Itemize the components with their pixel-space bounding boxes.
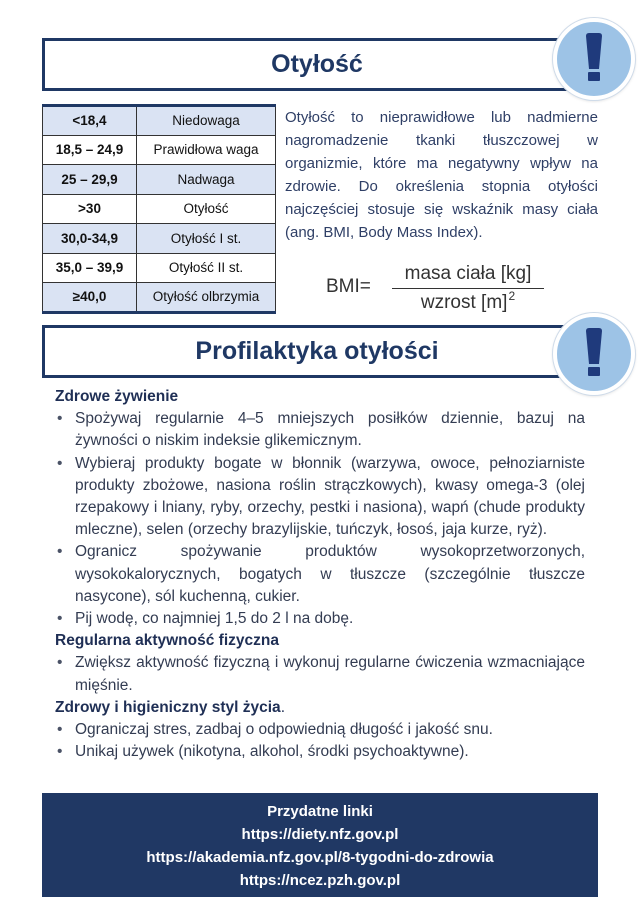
prevention-title-box: [42, 325, 592, 378]
useful-links-heading: Przydatne linki: [267, 803, 373, 820]
bullet-list: [55, 719, 585, 763]
bmi-category-cell: Otyłość I st.: [137, 224, 276, 254]
obesity-definition: Otyłość to nieprawidłowe lub nadmierne nagromadzenie tkanki tłuszczowej w organizmie, które ma negatywny wpływ na zdrowie. Do określenia stopnia otyłości najczęściej stosuje się wskaźnik masy ciała (ang. BMI, Body Mass Index).: [285, 109, 598, 241]
list-item: • Unikaj używek (nikotyna, alkohol, środki psychoaktywne).: [55, 741, 585, 763]
link-ncez-pzh[interactable]: https://ncez.pzh.gov.pl: [239, 872, 401, 889]
bmi-range-cell: >30: [43, 194, 137, 224]
link-akademia-nfz[interactable]: https://akademia.nfz.gov.pl/8-tygodni-do-zdrowia: [146, 849, 494, 866]
group-heading: Regularna aktywność fizyczna: [55, 632, 279, 650]
physical-activity-group: [55, 630, 585, 697]
bmi-formula-exponent: 2: [508, 289, 516, 303]
alert-badge: [553, 313, 635, 395]
group-heading-wrap: [55, 697, 585, 719]
bmi-table-row: [43, 165, 276, 195]
bmi-formula-fraction: [392, 261, 544, 318]
alert-badge: [553, 18, 635, 100]
group-heading: Zdrowy i higieniczny styl życia: [55, 698, 281, 716]
group-heading-suffix: .: [280, 698, 285, 716]
bmi-range-cell: 35,0 – 39,9: [43, 253, 137, 283]
bmi-table-row: [43, 224, 276, 254]
bmi-table-row: [43, 106, 276, 136]
bmi-formula-label: BMI=: [326, 276, 371, 297]
prevention-content: [55, 386, 585, 763]
useful-links-box: [42, 793, 598, 897]
bmi-range-cell: 25 – 29,9: [43, 165, 137, 195]
bmi-formula-denominator: wzrost [m]: [420, 292, 508, 313]
bmi-table-row: [43, 253, 276, 283]
healthy-eating-group: [55, 386, 585, 630]
bmi-category-cell: Prawidłowa waga: [137, 135, 276, 165]
list-item: • Pij wodę, co najmniej 1,5 do 2 l na dobę.: [55, 608, 585, 630]
list-item: • Ograniczaj stres, zadbaj o odpowiednią długość i jakość snu.: [55, 719, 585, 741]
bmi-category-cell: Otyłość II st.: [137, 253, 276, 283]
list-item: • Ogranicz spożywanie produktów wysokoprzetworzonych, wysokokalorycznych, bogatych w tłuszcze (szczególnie tłuszcze nasycone), sól kuchenną, cukier.: [55, 541, 585, 608]
group-heading: Zdrowe żywienie: [55, 388, 179, 405]
bmi-table-row: [43, 194, 276, 224]
bullet-list: [55, 652, 585, 696]
bmi-range-cell: ≥40,0: [43, 283, 137, 313]
bmi-range-cell: 30,0-34,9: [43, 224, 137, 254]
obesity-title-box: [42, 38, 592, 91]
exclamation-icon: [553, 18, 635, 100]
bmi-table-row: [43, 283, 276, 313]
bmi-category-cell: Otyłość olbrzymia: [137, 283, 276, 313]
exclamation-icon: [553, 313, 635, 395]
bmi-formula: [326, 261, 546, 319]
list-item: • Zwiększ aktywność fizyczną i wykonuj regularne ćwiczenia wzmacniające mięśnie.: [55, 652, 585, 696]
bmi-table: [42, 104, 276, 314]
list-item: • Wybieraj produkty bogate w błonnik (warzywa, owoce, pełnoziarniste produkty zbożowe, nasiona roślin strączkowych), kwasy omega-3 (olej rzepakowy i lniany, ryby, orzechy, pestki i nasiona), wapń (chude produkty mleczne), selen (orzechy brazylijskie, tuńczyk, łosoś, jaja kurze, ryż).: [55, 453, 585, 542]
obesity-title: Otyłość: [271, 50, 363, 78]
bmi-formula-numerator: masa ciała [kg]: [392, 261, 544, 289]
healthy-lifestyle-group: [55, 697, 585, 764]
bmi-category-cell: Niedowaga: [137, 106, 276, 136]
link-diety-nfz[interactable]: https://diety.nfz.gov.pl: [241, 826, 399, 843]
bmi-formula-denominator-wrap: [392, 289, 544, 318]
bmi-table-row: [43, 135, 276, 165]
bmi-category-cell: Otyłość: [137, 194, 276, 224]
bullet-list: [55, 408, 585, 630]
list-item: • Spożywaj regularnie 4–5 mniejszych posiłków dziennie, bazuj na żywności o niskim indeksie glikemicznym.: [55, 408, 585, 452]
bmi-range-cell: 18,5 – 24,9: [43, 135, 137, 165]
bmi-range-cell: <18,4: [43, 106, 137, 136]
bmi-category-cell: Nadwaga: [137, 165, 276, 195]
prevention-title: Profilaktyka otyłości: [195, 337, 439, 365]
